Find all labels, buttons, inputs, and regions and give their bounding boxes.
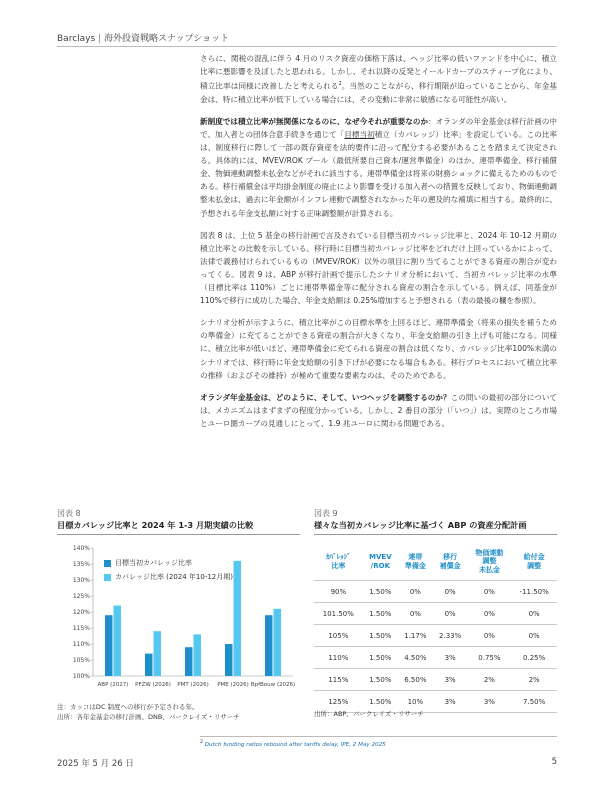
body-text bbox=[200, 52, 557, 439]
table-cell: 2.33% bbox=[433, 625, 468, 647]
page-number: 5 bbox=[551, 757, 557, 767]
table-cell: 0.75% bbox=[468, 647, 512, 669]
table-cell: 6.50% bbox=[398, 669, 433, 691]
x-tick-label: PMT (2026) bbox=[177, 682, 209, 688]
paragraph-1 bbox=[200, 52, 557, 106]
figure-9-rule bbox=[314, 534, 557, 535]
p1-text: さらに、関税の混乱に伴う 4 月のリスク資産の価格下落は、ヘッジ比率の低いファンドを中心に、積立比率に悪影響を及ぼしたと思われる。しかし、それ以降の反発とイールドカーブのスティープ化により、積立比率は同様に改善したと考えられる bbox=[200, 54, 557, 91]
table-cell: 3% bbox=[433, 647, 468, 669]
table-cell: 0% bbox=[433, 603, 468, 625]
y-tick-label: 120% bbox=[72, 609, 90, 617]
table-row bbox=[314, 581, 557, 603]
legend-label-target: 目標当初カバレッジ比率 bbox=[115, 559, 192, 567]
table-cell: 1.50% bbox=[363, 647, 398, 669]
table-header-cell: MVEV /ROK bbox=[369, 553, 392, 570]
figure-8-rule bbox=[57, 534, 300, 535]
figure-9-source: 出所：ABP、バークレイズ・リサーチ bbox=[314, 710, 424, 718]
table-row bbox=[314, 625, 557, 647]
table-cell: 0.25% bbox=[511, 647, 557, 669]
footnote-rule bbox=[200, 736, 557, 737]
table-cell: 1.50% bbox=[363, 669, 398, 691]
table-cell: 1.50% bbox=[363, 691, 398, 713]
table-row bbox=[314, 647, 557, 669]
page-header bbox=[57, 31, 229, 44]
table-cell: 1.17% bbox=[398, 625, 433, 647]
table-cell: -11.50% bbox=[511, 581, 557, 603]
table-cell: 2% bbox=[511, 669, 557, 691]
figure-8-legend bbox=[104, 556, 233, 584]
table-cell: 0% bbox=[433, 581, 468, 603]
table-header-cell: 給付金 調整 bbox=[523, 553, 545, 570]
figure-8-note: 注：カッコはDC 制度への移行が予定される年。 bbox=[57, 703, 199, 711]
table-row bbox=[314, 669, 557, 691]
table-header-cell: 物価連動 調整 未払金 bbox=[475, 548, 504, 574]
footnote-number: 2 bbox=[200, 740, 203, 745]
legend-label-actual: カバレッジ比率 (2024 年10-12月期) bbox=[115, 573, 233, 581]
figure-9-label: 図表 9 bbox=[314, 509, 338, 518]
header-rule bbox=[57, 46, 557, 47]
table-cell: 3% bbox=[468, 691, 512, 713]
table-header-cell: ｶﾊﾞﾚｯｼﾞ 比率 bbox=[326, 553, 351, 570]
x-tick-label: ABP (2027) bbox=[97, 682, 129, 688]
figure-8-label: 図表 8 bbox=[57, 509, 81, 518]
y-tick-label: 125% bbox=[72, 593, 90, 601]
table-cell: 0% bbox=[468, 581, 512, 603]
table-header-cell: 連帯 準備金 bbox=[404, 553, 426, 570]
table-cell: 0% bbox=[468, 603, 512, 625]
table-cell: 10% bbox=[398, 691, 433, 713]
bar-target bbox=[105, 615, 113, 676]
page-date: 2025 年 5 月 26 日 bbox=[57, 759, 134, 769]
table-cell: 90% bbox=[314, 581, 363, 603]
paragraph-4: シナリオ分析が示すように、積立比率がこの目標水準を上回るほど、連帯準備金（将来の損失を補うための準備金）に充てることができる資産の割合が大きくなり、年金支給額の引き上げも可能になる。同様に、積立比率が低いほど、連帯準備金に充てられる資産の割合は低くなり、カバレッジ比率100%未満のシナリオでは、移行時に年金支給額の引き下げが必要になる場合もある。移行プロセスにおいて積立比率の推移（およびその維持）が極めて重要な要素なのは、そのためである。 bbox=[200, 318, 557, 380]
p2-heading: 新制度では積立比率が無関係になるのに、なぜ今それが重要なのか bbox=[200, 116, 429, 126]
x-tick-label: PFZW (2026) bbox=[135, 682, 171, 688]
figure-8-source: 出所：各年金基金の移行計画、DNB、バークレイズ・リサーチ bbox=[57, 712, 240, 721]
bar-actual bbox=[194, 634, 202, 676]
bar-target bbox=[225, 644, 233, 676]
table-cell: 105% bbox=[314, 625, 363, 647]
figure-9-header bbox=[314, 508, 557, 535]
y-tick-label: 100% bbox=[72, 673, 90, 681]
p5-heading: オランダ年金基金は、どのように、そして、いつヘッジを調整するのか？ bbox=[200, 392, 451, 402]
bar-actual bbox=[154, 631, 162, 676]
table-cell: 0% bbox=[468, 625, 512, 647]
table-header-row bbox=[314, 543, 557, 581]
header-separator: | bbox=[98, 34, 102, 44]
brand-name: Barclays bbox=[57, 34, 96, 44]
table-cell: 1.50% bbox=[363, 603, 398, 625]
paragraph-2 bbox=[200, 115, 557, 220]
table-cell: 1.50% bbox=[363, 625, 398, 647]
figure-9-table bbox=[314, 543, 557, 713]
bar-actual bbox=[274, 609, 282, 676]
bar-target bbox=[185, 647, 193, 676]
p2-text-b: 積立（カバレッジ）比率」を設定している。この比率は、制度移行に際して一部の既存資産を法的要件に沿って配分する必要があることを踏まえて決定される。具体的には、MVEV/ROK プール（最低所要自己資本/運営準備金）のほか、連帯準備金、移行補償金、物価連動調整未払金などがそれに該当する。連帯準備金は将来の財務ショックに備えるためのものである。移行補償金は平均掛金制度の廃止により影響を受ける加入者への措置を反映しており、物価連動調整未払金は、過去に年金額がインフレ連動で調整されなかった年の遡及的な補填に相当する。最終的に、予想される年金支払額に対する正味調整額が計算される。 bbox=[200, 130, 557, 218]
table-cell: 0% bbox=[511, 625, 557, 647]
p2-text-a: ：オランダの年金基金は移行計画の中で、加入者との団体合意手続きを通じて「 bbox=[200, 116, 558, 139]
figure-9-title: 様々な当初カバレッジ比率に基づく ABP の資産分配計画 bbox=[314, 520, 527, 530]
legend-item-actual bbox=[104, 570, 233, 584]
table-cell: 2% bbox=[468, 669, 512, 691]
header-title: 海外投資戦略スナップショット bbox=[103, 34, 230, 44]
bar-actual bbox=[234, 561, 242, 676]
x-tick-label: PME (2026) bbox=[217, 682, 249, 688]
y-tick-label: 115% bbox=[72, 625, 90, 633]
table-cell: 3% bbox=[433, 669, 468, 691]
table-row bbox=[314, 603, 557, 625]
p5-text: この問いの最初の部分については、メカニズムはまずまずの程度分かっている。しかし、2 番目の部分（「いつ」）は、実際のところ市場とユーロ圏カーブの見通しにとって、1.9 兆ユーロに関わる問題である。 bbox=[200, 392, 557, 428]
table-cell: 110% bbox=[314, 647, 363, 669]
footnote-ref: 2 bbox=[338, 81, 342, 88]
table-cell: 0% bbox=[398, 603, 433, 625]
table-cell: 0% bbox=[398, 581, 433, 603]
p2-underline: 目標当初 bbox=[344, 130, 375, 139]
paragraph-3: 図表 8 は、上位 5 基金の移行計画で言及されている目標当初カバレッジ比率と、2024 年 10-12 月期の積立比率との比較を示している。移行時に目標当初カバレッジ比率をどれだけ上回っているかによって、法律で義務付けられているもの（MVEV/ROK）以外の項目に割り当てることができる資産の割合が変わってくる。図表 9 は、ABP が移行計画で提示したシナリオ分析において、当初カバレッジ比率の水準（目標比率は 110%）ごとに連帯準備金等に配分される資産の割合を示している。例えば、同基金が 110%で移行に成功した場合、年金支給額は 0.25%増加すると予想される（表の最後の欄を参照）。 bbox=[200, 230, 557, 306]
y-tick-label: 105% bbox=[72, 657, 90, 665]
legend-item-target bbox=[104, 556, 233, 570]
paragraph-5 bbox=[200, 391, 557, 430]
table-cell: 115% bbox=[314, 669, 363, 691]
table-cell: 3% bbox=[433, 691, 468, 713]
legend-swatch-target bbox=[104, 560, 111, 567]
table-cell: 0% bbox=[511, 603, 557, 625]
y-tick-label: 110% bbox=[72, 641, 90, 649]
y-tick-label: 140% bbox=[72, 545, 90, 553]
table-cell: 1.50% bbox=[363, 581, 398, 603]
bar-actual bbox=[114, 606, 122, 676]
bar-target bbox=[265, 615, 273, 676]
footnote bbox=[200, 740, 386, 748]
bar-target bbox=[145, 654, 153, 676]
table-cell: 4.50% bbox=[398, 647, 433, 669]
x-tick-label: BpfBouw (2026) bbox=[250, 682, 296, 688]
footnote-text: Dutch funding ratios rebound after tariffs delay, IPE, 2 May 2025 bbox=[204, 741, 386, 748]
figure-8-notes bbox=[57, 703, 240, 722]
figure-8-header bbox=[57, 508, 300, 535]
p1-end: 。当然のことながら、移行期限が迫っていることから、年金基金は、特に積立比率が低下している場合には、その変動に非常に敏感になる可能性が高い。 bbox=[200, 81, 558, 104]
table-cell: 7.50% bbox=[511, 691, 557, 713]
table-header-cell: 移行 補償金 bbox=[439, 553, 461, 570]
table-cell: 125% bbox=[314, 691, 363, 713]
figure-8-title: 目標カバレッジ比率と 2024 年 1-3 月期実績の比較 bbox=[57, 520, 254, 530]
y-tick-label: 135% bbox=[72, 561, 90, 569]
legend-swatch-actual bbox=[104, 574, 111, 581]
table-cell: 101.50% bbox=[314, 603, 363, 625]
y-tick-label: 130% bbox=[72, 577, 90, 585]
